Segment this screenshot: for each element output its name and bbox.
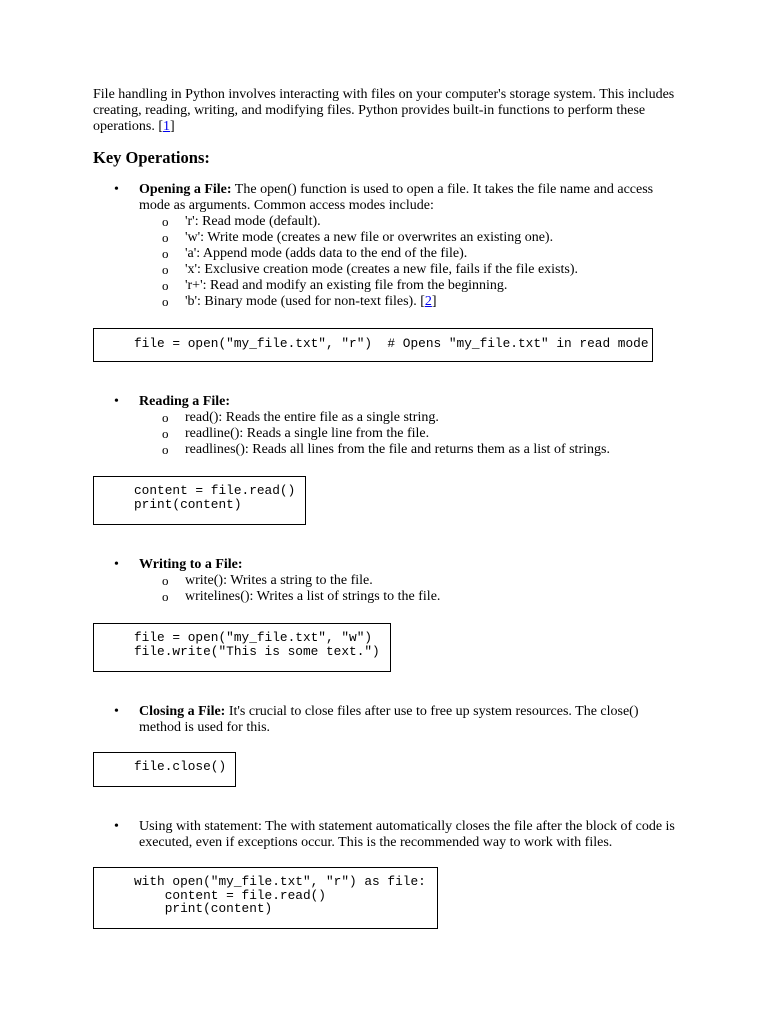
list-item-reading bbox=[93, 394, 683, 458]
list-item: o write(): Writes a string to the file. bbox=[139, 573, 683, 589]
writing-list bbox=[93, 557, 683, 605]
reading-title: Reading a File: bbox=[139, 394, 230, 409]
list-item: o 'w': Write mode (creates a new file or overwrites an existing one). bbox=[139, 230, 683, 246]
list-item-with: • Using with statement: The with statement automatically closes the file after the block of code is executed, even if exceptions occur. This is the recommended way to work with files. bbox=[93, 819, 683, 851]
code-block-open: file = open("my_file.txt", "r") # Opens "my_file.txt" in read mode bbox=[93, 328, 653, 362]
list-item bbox=[139, 294, 683, 310]
list-item-writing bbox=[93, 557, 683, 605]
citation-link-1[interactable]: 1 bbox=[162, 119, 170, 134]
code-block-write: file = open("my_file.txt", "w") file.write("This is some text.") bbox=[93, 623, 391, 672]
code-block-read: content = file.read() print(content) bbox=[93, 476, 306, 525]
with-list bbox=[93, 819, 683, 851]
opening-list bbox=[93, 182, 683, 310]
list-item: o 'r': Read mode (default). bbox=[139, 214, 683, 230]
modes-list bbox=[139, 214, 683, 310]
binary-mode-close: ] bbox=[431, 294, 437, 309]
reading-methods-list bbox=[139, 410, 683, 458]
code-block-with: with open("my_file.txt", "r") as file: content = file.read() print(content) bbox=[93, 867, 438, 929]
closing-title: Closing a File: bbox=[139, 704, 226, 719]
opening-desc: The open() function is used to open a file. It takes the file name and access mode as arguments. Common access modes include: bbox=[139, 182, 654, 213]
binary-mode-text: 'b': Binary mode (used for non-text files). [ bbox=[185, 294, 425, 309]
code-block-close: file.close() bbox=[93, 752, 236, 787]
list-item-closing bbox=[93, 704, 683, 736]
document-body bbox=[93, 87, 683, 929]
citation-link-2[interactable]: 2 bbox=[424, 294, 432, 309]
list-item-opening bbox=[93, 182, 683, 310]
key-operations-heading: Key Operations: bbox=[93, 148, 210, 167]
writing-title: Writing to a File: bbox=[139, 557, 243, 572]
list-item: o 'x': Exclusive creation mode (creates a new file, fails if the file exists). bbox=[139, 262, 683, 278]
list-item: o readline(): Reads a single line from the file. bbox=[139, 426, 683, 442]
list-item: o read(): Reads the entire file as a single string. bbox=[139, 410, 683, 426]
list-item: o 'a': Append mode (adds data to the end of the file). bbox=[139, 246, 683, 262]
closing-desc: It's crucial to close files after use to free up system resources. The close() method is used for this. bbox=[139, 704, 639, 735]
intro-text: File handling in Python involves interacting with files on your computer's storage system. This includes creating, reading, writing, and modifying files. Python provides built-in functions to perform these operations. [ bbox=[93, 87, 675, 134]
reading-list bbox=[93, 394, 683, 458]
list-item: o writelines(): Writes a list of strings to the file. bbox=[139, 589, 683, 605]
list-item: o readlines(): Reads all lines from the file and returns them as a list of strings. bbox=[139, 442, 683, 458]
opening-title: Opening a File: bbox=[139, 182, 232, 197]
list-item: o 'r+': Read and modify an existing file from the beginning. bbox=[139, 278, 683, 294]
writing-methods-list bbox=[139, 573, 683, 605]
closing-list bbox=[93, 704, 683, 736]
intro-close-bracket: ] bbox=[169, 119, 175, 134]
intro-paragraph bbox=[93, 87, 683, 135]
